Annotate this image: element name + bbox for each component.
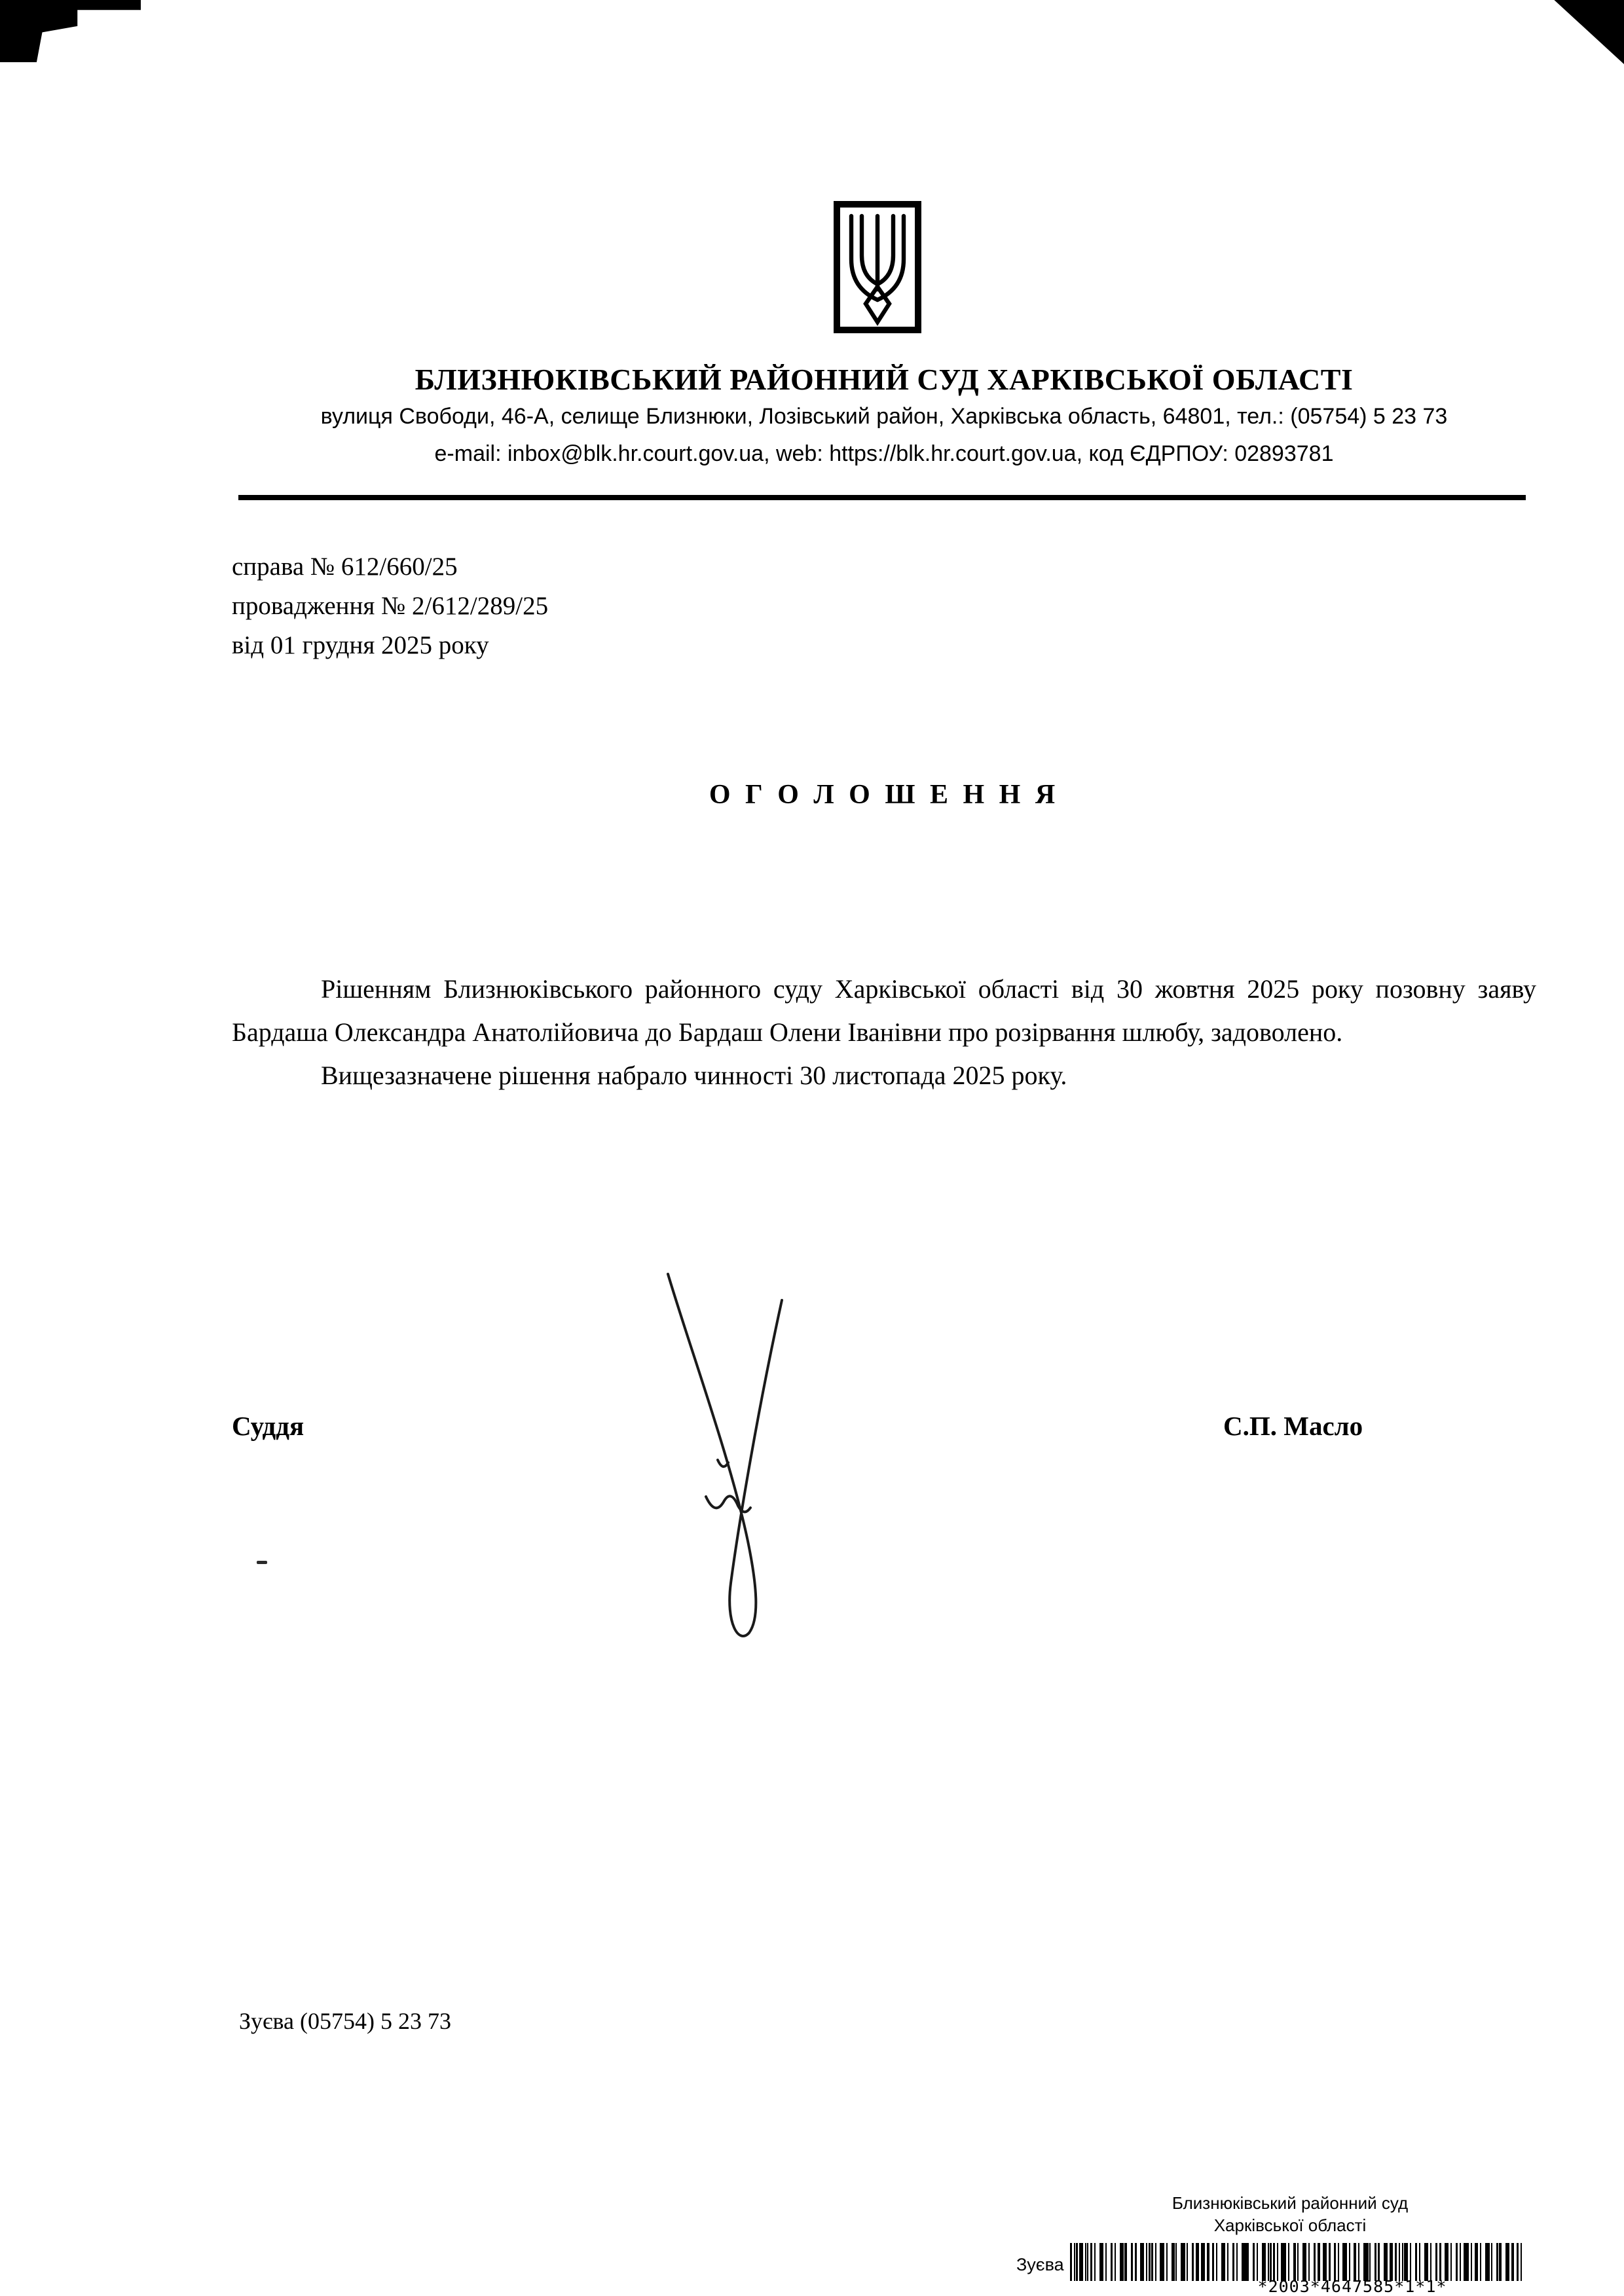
barcode-number: *2003*4647585*1*1* (1257, 2277, 1447, 2296)
case-number-line: справа № 612/660/25 (232, 553, 458, 581)
body-paragraph-decision: Рішенням Близнюківського районного суду Харківської області від 30 жовтня 2025 року позовну заяву Бардаша Олександра Анатолійовича до Бардаш Олени Іванівни про розірвання шлюбу, задоволено. (232, 974, 1536, 1047)
registration-barcode (1070, 2243, 1523, 2281)
stamp-court-line-2: Харківської області (1213, 2215, 1367, 2235)
clerk-contact-line: Зуєва (05754) 5 23 73 (239, 2008, 451, 2034)
judge-role-label: Суддя (232, 1411, 304, 1441)
stamp-court-line-1: Близнюківський районний суд (1172, 2193, 1409, 2213)
scan-artifact-dash (257, 1561, 267, 1564)
stamp-court-name (1074, 2192, 1506, 2236)
ukraine-trident-emblem-icon (833, 200, 922, 334)
document-date-line: від 01 грудня 2025 року (232, 631, 489, 659)
scan-artifact-top-right (1539, 0, 1624, 64)
document-title: О Г О Л О Ш Е Н Н Я (709, 780, 1060, 810)
proceeding-number-line: провадження № 2/612/289/25 (232, 592, 549, 620)
body-paragraph-effective-date: Вищезазначене рішення набрало чинності 30 листопада 2025 року. (321, 1061, 1067, 1090)
judge-name: С.П. Масло (1223, 1411, 1363, 1441)
stamp-clerk-name: Зуєва (1016, 2255, 1064, 2274)
case-info-block (232, 547, 548, 665)
scan-artifact-top-left (0, 0, 141, 62)
letterhead-divider (238, 495, 1526, 500)
judge-signature-icon (652, 1264, 816, 1656)
court-letterhead (236, 361, 1532, 473)
announcement-body (232, 968, 1536, 1097)
court-contacts: e-mail: inbox@blk.hr.court.gov.ua, web: https://blk.hr.court.gov.ua, код ЄДРПОУ: 02893781 (434, 441, 1334, 466)
court-address: вулиця Свободи, 46-А, селище Близнюки, Лозівський район, Харківська область, 64801, тел.: (05754) 5 23 73 (320, 404, 1448, 429)
court-name: БЛИЗНЮКІВСЬКИЙ РАЙОННИЙ СУД ХАРКІВСЬКОЇ ОБЛАСТІ (415, 363, 1354, 396)
